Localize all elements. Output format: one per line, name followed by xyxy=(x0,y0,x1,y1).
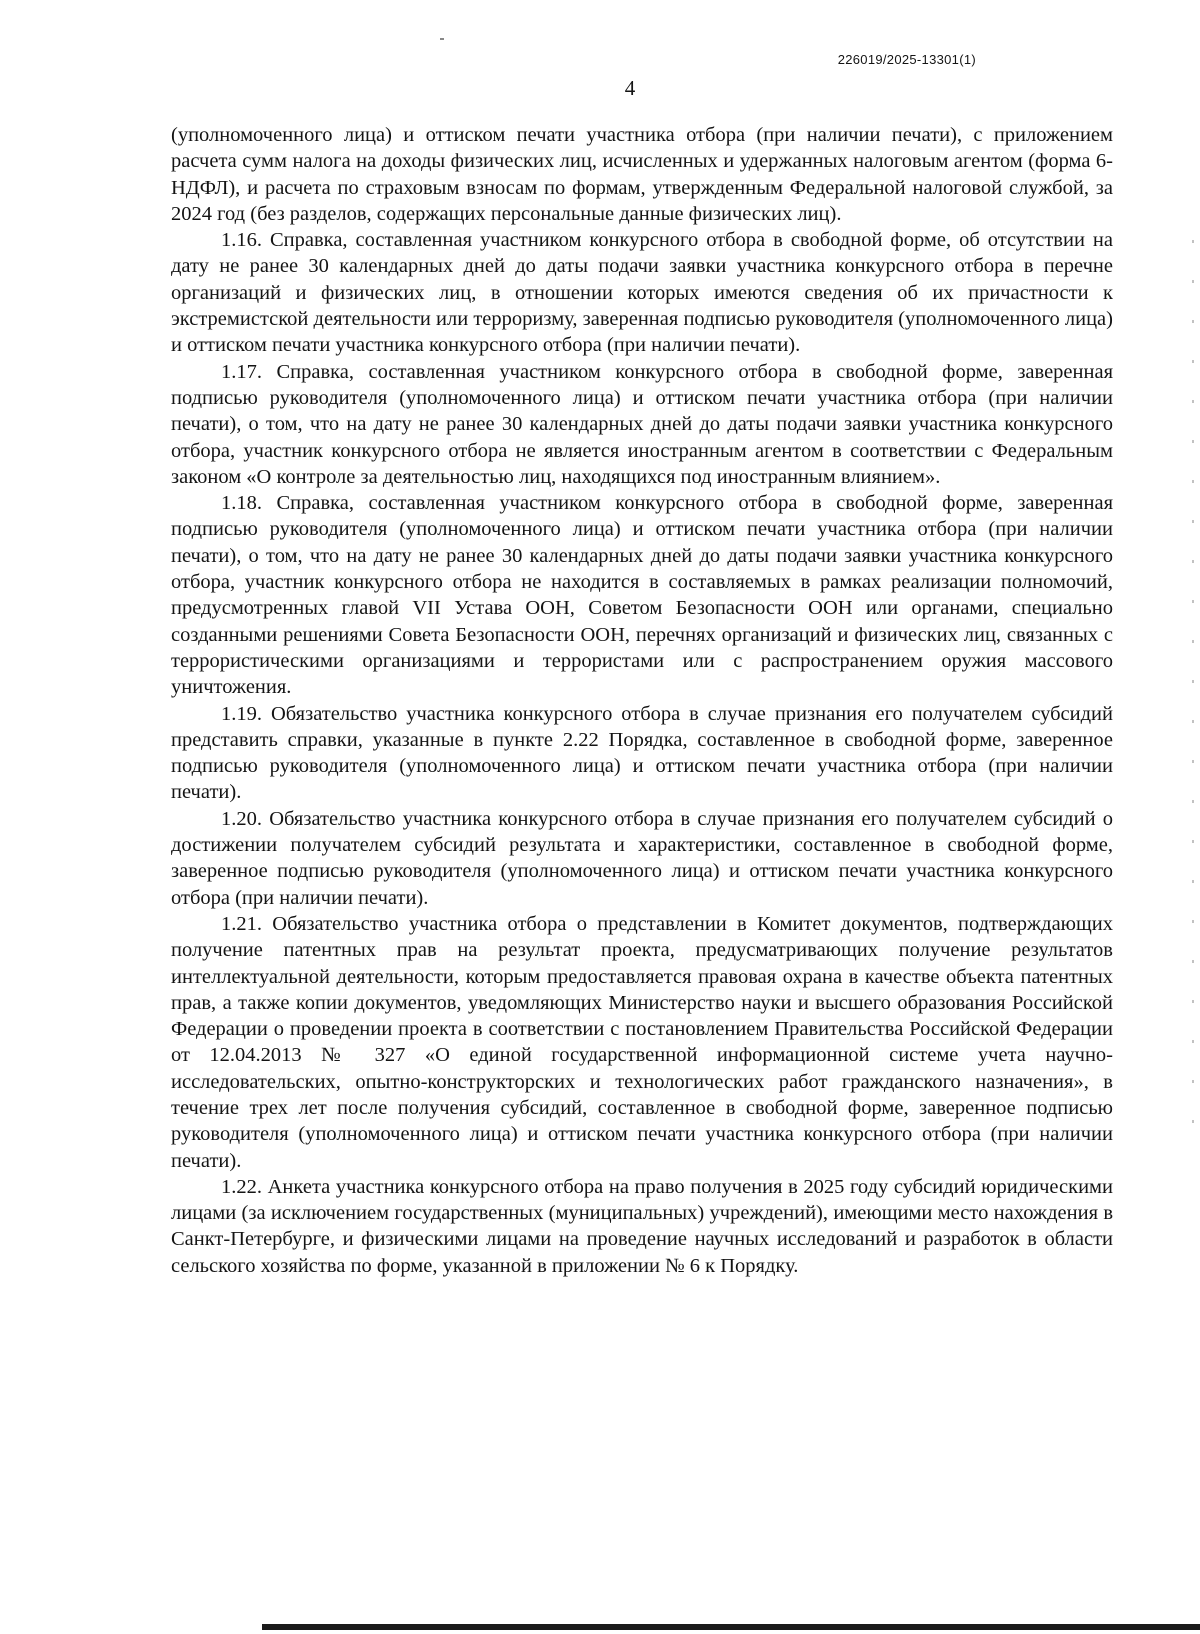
document-body xyxy=(171,122,1113,1279)
paragraph-1-22: 1.22. Анкета участника конкурсного отбора на право получения в 2025 году субсидий юридическими лицами (за исключением государственных (муниципальных) учреждений), имеющими место нахождения в Санкт-Петербурге, и физическими лицами на проведение научных исследований и разработок в области сельского хозяйства по форме, указанной в приложении № 6 к Порядку. xyxy=(171,1175,1113,1277)
paragraph-1-18: 1.18. Справка, составленная участником конкурсного отбора в свободной форме, заверенная подписью руководителя (уполномоченного лица) и оттиском печати участника отбора (при наличии печати), о том, что на дату не ранее 30 календарных дней до даты подачи заявки участника конкурсного отбора, участник конкурсного отбора не находится в составляемых в рамках реализации полномочий, предусмотренных главой VII Устава ООН, Советом Безопасности ООН или органами, специально созданными решениями Совета Безопасности ООН, перечнях организаций и физических лиц, связанных с террористическими организациями и террористами или с распространением оружия массового уничтожения. xyxy=(171,492,1113,699)
paragraph-1-17: 1.17. Справка, составленная участником конкурсного отбора в свободной форме, заверенная подписью руководителя (уполномоченного лица) и оттиском печати участника отбора (при наличии печати), о том, что на дату не ранее 30 календарных дней до даты подачи заявки участника конкурсного отбора, участник конкурсного отбора не является иностранным агентом в соответствии с Федеральным законом «О контроле за деятельностью лиц, находящихся под иностранным влиянием». xyxy=(171,360,1113,488)
document-registration-number: 226019/2025-13301(1) xyxy=(837,52,976,67)
page-number: 4 xyxy=(624,76,636,100)
paragraph-1-16: 1.16. Справка, составленная участником конкурсного отбора в свободной форме, об отсутствии на дату не ранее 30 календарных дней до даты подачи заявки участника конкурсного отбора в перечне организаций и физических лиц, в отношении которых имеются сведения об их причастности к экстремистской деятельности или терроризму, заверенная подписью руководителя (уполномоченного лица) и оттиском печати участника конкурсного отбора (при наличии печати). xyxy=(171,229,1113,357)
scan-bottom-edge xyxy=(262,1624,1200,1630)
scan-edge-marks xyxy=(1192,240,1194,1160)
scan-smudge xyxy=(440,38,444,40)
paragraph-1-21: 1.21. Обязательство участника отбора о представлении в Комитет документов, подтверждающих получение патентных прав на результат проекта, предусматривающих получение результатов интеллектуальной деятельности, которым предоставляется правовая охрана в качестве объекта патентных прав, а также копии документов, уведомляющих Министерство науки и высшего образования Российской Федерации о проведении проекта в соответствии с постановлением Правительства Российской Федерации от 12.04.2013 № 327 «О единой государственной информационной системе учета научно-исследовательских, опытно-конструкторских и технологических работ гражданского назначения», в течение трех лет после получения субсидий, составленное в свободной форме, заверенное подписью руководителя (уполномоченного лица) и оттиском печати участника конкурсного отбора (при наличии печати). xyxy=(171,912,1113,1172)
paragraph-1-19: 1.19. Обязательство участника конкурсного отбора в случае признания его получателем субсидий представить справки, указанные в пункте 2.22 Порядка, составленное в свободной форме, заверенное подписью руководителя (уполномоченного лица) и оттиском печати участника отбора (при наличии печати). xyxy=(171,702,1113,804)
paragraph-continuation: (уполномоченного лица) и оттиском печати участника отбора (при наличии печати), с приложением расчета сумм налога на доходы физических лиц, исчисленных и удержанных налоговым агентом (форма 6-НДФЛ), и расчета по страховым взносам по формам, утвержденным Федеральной налоговой службой, за 2024 год (без разделов, содержащих персональные данные физических лиц). xyxy=(171,124,1113,225)
paragraph-1-20: 1.20. Обязательство участника конкурсного отбора в случае признания его получателем субсидий о достижении получателем субсидий результата и характеристики, составленное в свободной форме, заверенное подписью руководителя (уполномоченного лица) и оттиском печати участника конкурсного отбора (при наличии печати). xyxy=(171,807,1113,909)
